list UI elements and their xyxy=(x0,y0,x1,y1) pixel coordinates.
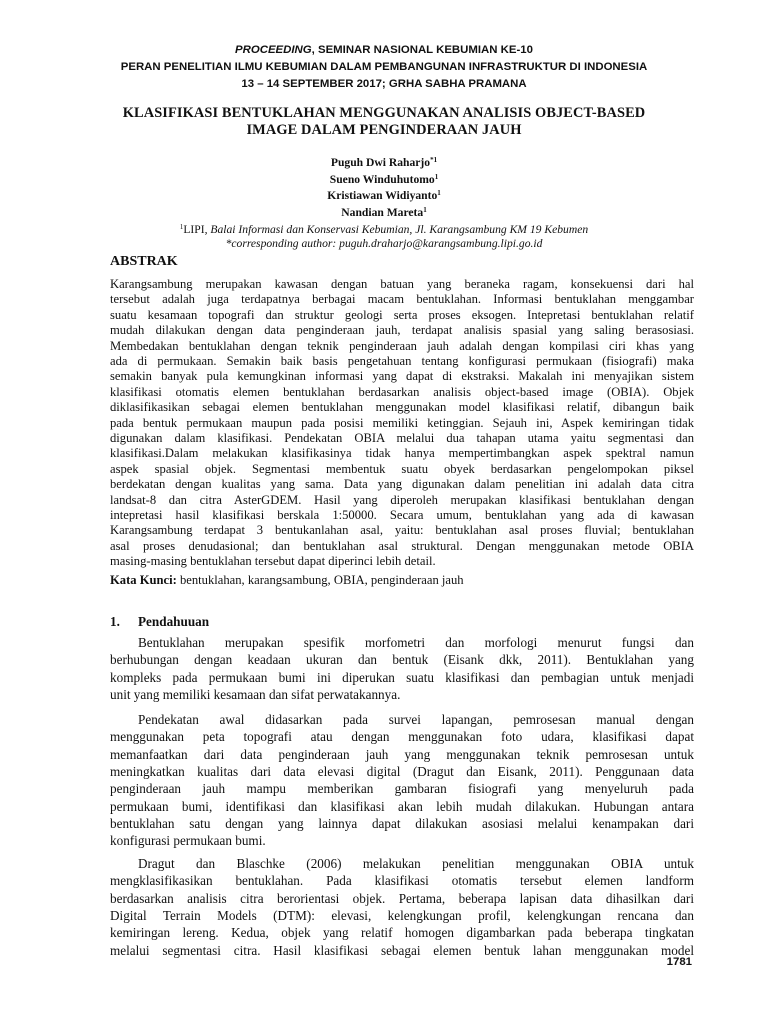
abstract-line: ada di permukaan. Semakin baik basis pengetahuan tentang konfigurasi permukaan (fisiografi) maka xyxy=(110,354,694,368)
section-title: Pendahuuan xyxy=(138,614,210,629)
paragraph-line: mengklasifikasikan bentuklahan. Pada klasifikasi otomatis tersebut elemen landform xyxy=(110,873,694,889)
proceeding-label: PROCEEDING xyxy=(235,44,312,56)
paragraph-line: Dragut dan Blaschke (2006) melakukan penelitian menggunakan OBIA untuk xyxy=(138,856,694,871)
affil-mark: 1 xyxy=(179,223,184,231)
author-affil-mark: 1 xyxy=(437,189,441,197)
running-header-line-1 xyxy=(60,42,708,58)
abstract-line: klasifikasi otomatis elemen bentuklahan berdasarkan analisis object-based image (OBIA). Objek xyxy=(110,384,694,399)
keywords-label: Kata Kunci: xyxy=(110,573,177,587)
abstract-line: Membedakan bentuklahan dengan teknik penginderaan jauh adalah dengan kompilasi ciri khas yang xyxy=(110,338,694,353)
abstract-line: aspek spasial objek. Segmentasi membentuk suatu obyek berdasarkan pengelompokan piksel xyxy=(110,461,694,476)
paper-title-line-1: KLASIFIKASI BENTUKLAHAN MENGGUNAKAN ANALISIS OBJECT-BASED xyxy=(122,105,646,121)
paragraph-line: melalui segmentasi citra. Hasil klasifikasi sebagai elemen bentuk lahan menggunakan model xyxy=(110,942,694,958)
abstract-line: berdekatan dengan kualitas yang sama. Data yang digunakan dalam penelitian ini adalah data citra xyxy=(110,477,694,492)
section-number: 1. xyxy=(110,614,120,629)
abstract-line: tersebut adalah juga terdapatnya berbagai macam bentuklahan. Informasi bentuklahan menggambar xyxy=(110,292,694,307)
abstract-line: asal proses denudasional; dan bentuklahan asal struktural. Dengan menggunakan metode OBIA xyxy=(110,538,694,553)
corresponding-author: *corresponding author: puguh.draharjo@karangsambung.lipi.go.id xyxy=(225,237,543,250)
author-3 xyxy=(200,186,568,203)
paragraph-line: Digital Terrain Models (DTM): elevasi, kelengkungan profil, kelengkungan rencana dan xyxy=(110,907,694,923)
abstract-line: diklasifikasikan sebagai elemen bentuklahan menggunakan model klasifikasi relatif, dibangun baik xyxy=(110,400,694,415)
paragraph-line: kompleks pada permukaan bumi ini diperukan suatu klasifikasi dan pembagian untuk menjadi xyxy=(110,669,694,685)
keywords-line xyxy=(110,573,694,588)
abstract-line: pada bentuk permukaan maupun pada posisi memiliki ketinggian. Sejauh ini, Aspek kemiringan tidak xyxy=(110,415,694,430)
author-4 xyxy=(200,203,568,220)
author-1 xyxy=(200,153,568,170)
abstract-line: Karangsambung terdapat 3 bentukanlahan asal, yaitu: bentuklahan asal proses fluvial; bentuklahan xyxy=(110,523,694,538)
paragraph-line: memanfaatkan dari data penginderaan jauh yang menggunakan teknik pemrosesan untuk xyxy=(110,746,694,762)
affil-address: , Balai Informasi dan Konservasi Kebumian, Jl. Karangsambung KM 19 Kebumen xyxy=(204,223,589,236)
abstract-line: mudah dilakukan dengan data penginderaan jauh, terdapat analisis spasial yang saling berasosiasi. xyxy=(110,323,694,338)
paragraph-line: menggunakan peta topografi atau dengan menggunakan foto udara, klasifikasi dapat xyxy=(110,729,694,745)
abstract-heading: ABSTRAK xyxy=(110,254,178,269)
paragraph-line: kemiringan lereng. Kedua, objek yang relatif homogen digambarkan pada beberapa tingkatan xyxy=(110,925,694,941)
author-affil-mark: 1 xyxy=(434,173,439,181)
paragraph-line: Pendekatan awal didasarkan pada survei lapangan, pemrosesan manual dengan xyxy=(138,712,694,727)
abstract-line: semakin banyak pula kemungkinan informasi yang dapat di ekstraksi. Makalah ini menyajikan sistem xyxy=(110,369,694,384)
paragraph-line: permukaan bumi, identifikasi dan klasifikasi akan lebih mudah dilakukan. Hubungan antara xyxy=(110,798,694,814)
running-header-line-3: 13 – 14 SEPTEMBER 2017; GRHA SABHA PRAMANA xyxy=(241,78,527,90)
paragraph-line: meningkatkan kualitas dari data elevasi digital (Dragut dan Eisank, 2011). Penggunaan data xyxy=(110,763,694,779)
paragraph-line: unit yang memiliki kesamaan dan sifat perwatakannya. xyxy=(110,686,401,702)
abstract-line: intepretasi hasil klasifikasi berskala 1:50000. Secara umum, bentuklahan yang ada di kawasan xyxy=(110,508,694,522)
paragraph-line: berdasarkan analisis citra berorientasi objek. Pertama, beberapa lapisan data dihasilkan dari xyxy=(110,890,694,906)
abstract-line: landsat-8 dan citra AsterGDEM. Hasil yang diperoleh merupakan klasifikasi bentuklahan dengan xyxy=(110,492,694,507)
abstract-line: digunakan dalam klasifikasi. Pendekatan OBIA melalui dua tahapan utama yaitu segmentasi dan xyxy=(110,431,694,445)
author-name: Nandian Mareta xyxy=(341,206,424,219)
paper-title-line-2: IMAGE DALAM PENGINDERAAN JAUH xyxy=(246,122,522,138)
author-name: Kristiawan Widiyanto xyxy=(327,189,438,202)
page-number: 1781 xyxy=(666,956,692,968)
paragraph-line: berhubungan dengan keadaan ukuran dan bentuk (Eisank dkk, 2011). Bentuklahan yang xyxy=(110,652,694,668)
seminar-name: , SEMINAR NASIONAL KEBUMIAN KE-10 xyxy=(311,44,533,56)
affiliation-line xyxy=(60,220,708,237)
paragraph-line: Bentuklahan merupakan spesifik morfometri dan morfologi menurut fungsi dan xyxy=(138,635,694,650)
paragraph-line: konfigurasi permukaan bumi. xyxy=(110,833,266,849)
keywords-text: bentuklahan, karangsambung, OBIA, penginderaan jauh xyxy=(176,573,464,587)
author-name: Sueno Winduhutomo xyxy=(329,173,435,186)
paragraph-line: penginderaan jauh mampu memberikan gambaran fisiografi yang menyeluruh pada xyxy=(110,781,694,797)
abstract-line: masing-masing bentuklahan tersebut dapat diperinci lebih detail. xyxy=(110,554,436,569)
paragraph-line: bentuklahan satu dengan yang lainnya dapat dilakukan asosiasi melalui kenampakan dari xyxy=(110,815,694,831)
affil-org: LIPI xyxy=(183,223,205,236)
abstract-line: klasifikasi.Dalam melakukan klasifikasinya tidak hanya mempertimbangkan aspek spektral namun xyxy=(110,446,694,461)
abstract-line: suatu kesamaan topografi dan struktur geologi serta proses eksogen. Intepretasi bentuklahan relatif xyxy=(110,307,694,322)
running-header-line-2: PERAN PENELITIAN ILMU KEBUMIAN DALAM PEMBANGUNAN INFRASTRUKTUR DI INDONESIA xyxy=(120,61,648,73)
abstract-line: Karangsambung merupakan kawasan dengan batuan yang beraneka ragam, konsekuensi dari hal xyxy=(110,277,694,291)
author-name: Puguh Dwi Raharjo xyxy=(330,156,431,169)
author-affil-mark: 1 xyxy=(423,206,427,214)
author-2 xyxy=(200,170,568,187)
author-affil-mark: *1 xyxy=(430,156,438,164)
